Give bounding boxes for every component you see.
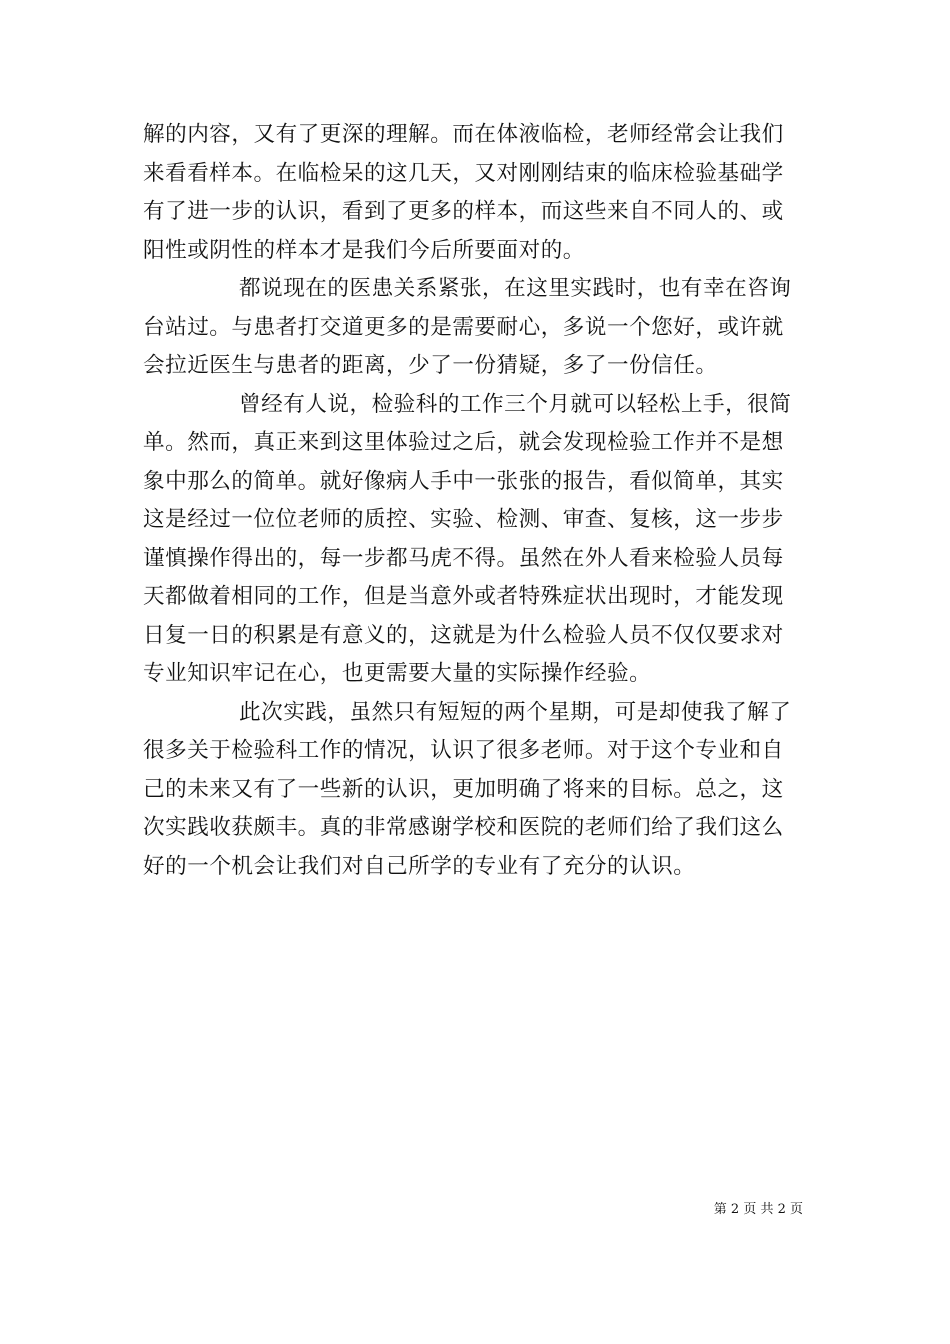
text-line: 天都做着相同的工作，但是当意外或者特殊症状出现时，才能发现 — [143, 584, 784, 609]
paragraph-first-line: 曾经有人说，检验科的工作三个月就可以轻松上手，很简 — [239, 391, 792, 417]
text-line: 这是经过一位位老师的质控、实验、检测、审查、复核，这一步步 — [143, 507, 784, 532]
paragraph-first-line: 都说现在的医患关系紧张，在这里实践时，也有幸在咨询 — [239, 276, 792, 301]
text-line: 谨慎操作得出的，每一步都马虎不得。虽然在外人看来检验人员每 — [143, 545, 784, 571]
paragraph-first-line: 此次实践，虽然只有短短的两个星期，可是却使我了解了 — [239, 699, 792, 725]
document-body — [143, 116, 807, 886]
text-line: 象中那么的简单。就好像病人手中一张张的报告，看似简单，其实 — [143, 468, 784, 494]
text-line: 己的未来又有了一些新的认识，更加明确了将来的目标。总之，这 — [143, 776, 784, 802]
text-line: 会拉近医生与患者的距离，少了一份猜疑，多了一份信任。 — [143, 353, 718, 378]
text-line: 专业知识牢记在心，也更需要大量的实际操作经验。 — [143, 661, 652, 686]
text-line: 单。然而，真正来到这里体验过之后，就会发现检验工作并不是想 — [143, 430, 784, 455]
text-line: 来看看样本。在临检呆的这几天，又对刚刚结束的临床检验基础学 — [143, 160, 784, 186]
text-line: 很多关于检验科工作的情况，认识了很多老师。对于这个专业和自 — [143, 738, 784, 763]
text-line: 日复一日的积累是有意义的，这就是为什么检验人员不仅仅要求对 — [143, 622, 784, 648]
text-line: 阳性或阴性的样本才是我们今后所要面对的。 — [143, 237, 585, 263]
page-number-footer: 第 2 页 共 2 页 — [713, 1202, 803, 1217]
text-line: 台站过。与患者打交道更多的是需要耐心，多说一个您好，或许就 — [143, 314, 784, 340]
text-line: 好的一个机会让我们对自己所学的专业有了充分的认识。 — [143, 853, 696, 879]
text-line: 有了进一步的认识，看到了更多的样本，而这些来自不同人的、或 — [143, 199, 784, 224]
text-line: 解的内容，又有了更深的理解。而在体液临检，老师经常会让我们 — [143, 122, 784, 147]
text-line: 次实践收获颇丰。真的非常感谢学校和医院的老师们给了我们这么 — [143, 815, 784, 840]
